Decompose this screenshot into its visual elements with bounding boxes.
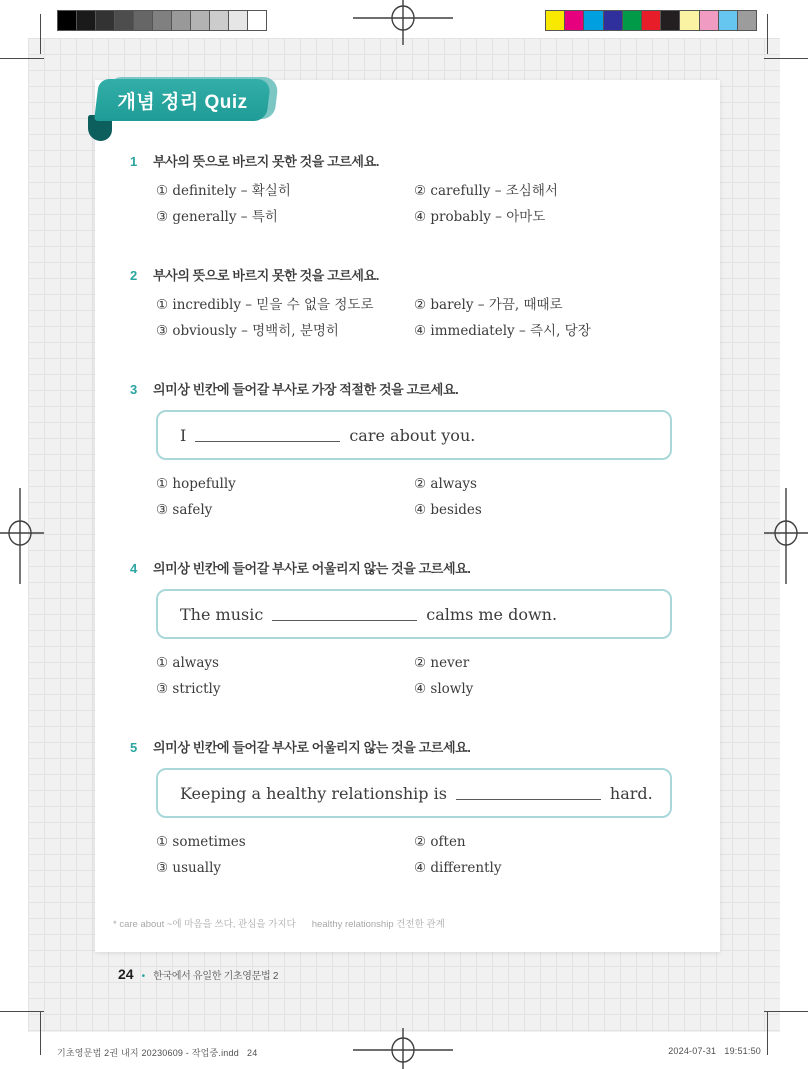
answer-option: ① hopefully — [156, 476, 236, 492]
question-prompt: 의미상 빈칸에 들어갈 부사로 가장 적절한 것을 고르세요. — [153, 382, 459, 397]
answer-option: ③ strictly — [156, 681, 221, 697]
question-header — [130, 268, 672, 284]
answer-option: ② barely – 가끔, 때때로 — [414, 297, 563, 313]
registration-mark-top — [353, 0, 453, 48]
sentence-after: calms me down. — [426, 604, 558, 624]
sentence-before: Keeping a healthy relationship is — [180, 783, 447, 803]
question-prompt: 의미상 빈칸에 들어갈 부사로 어울리지 않는 것을 고르세요. — [153, 740, 471, 755]
calibration-swatch — [604, 11, 623, 30]
question-prompt: 의미상 빈칸에 들어갈 부사로 어울리지 않는 것을 고르세요. — [153, 561, 471, 576]
registration-mark-bottom — [353, 1028, 453, 1069]
question-2 — [130, 268, 672, 340]
question-1 — [130, 154, 672, 226]
answer-option: ② never — [414, 655, 470, 671]
answer-option: ② often — [414, 834, 466, 850]
answer-option: ② always — [414, 476, 477, 492]
page-number: 24 — [118, 966, 134, 982]
calibration-swatch — [191, 11, 210, 30]
calibration-swatch — [58, 11, 77, 30]
question-header — [130, 740, 672, 756]
question-5 — [130, 740, 672, 877]
quiz-banner-title: 개념 정리 Quiz — [117, 91, 248, 113]
color-calibration-bar — [545, 10, 757, 31]
question-number: 4 — [130, 561, 138, 576]
question-list — [130, 154, 672, 877]
answer-option: ① sometimes — [156, 834, 246, 850]
answer-option: ① definitely – 확실히 — [156, 183, 291, 199]
trim-mark — [40, 1011, 41, 1055]
footnote-part-2: healthy relationship 건전한 관계 — [311, 919, 445, 930]
question-4 — [130, 561, 672, 698]
trim-mark — [40, 14, 41, 54]
answer-option: ① always — [156, 655, 219, 671]
footnote-part-1: * care about ~에 마음을 쓰다, 관심을 가지다 — [113, 919, 296, 930]
blank-line — [456, 786, 601, 801]
trim-mark — [764, 58, 808, 59]
question-prompt: 부사의 뜻으로 바르지 못한 것을 고르세요. — [153, 154, 379, 169]
calibration-swatch — [642, 11, 661, 30]
quiz-banner-ribbon — [94, 79, 271, 121]
calibration-swatch — [719, 11, 738, 30]
answer-options — [156, 833, 672, 877]
workbook-page — [95, 80, 720, 952]
blank-line — [195, 428, 340, 443]
answer-option: ③ obviously – 명백히, 분명히 — [156, 323, 339, 339]
calibration-swatch — [584, 11, 603, 30]
answer-option: ② carefully – 조심해서 — [414, 183, 558, 199]
calibration-swatch — [229, 11, 248, 30]
sentence-before: I — [180, 425, 187, 445]
calibration-swatch — [96, 11, 115, 30]
quiz-banner — [88, 81, 274, 125]
answer-option: ④ differently — [414, 860, 502, 876]
sentence-after: hard. — [609, 783, 653, 803]
question-body — [156, 182, 672, 226]
calibration-swatch — [134, 11, 153, 30]
question-number: 3 — [130, 382, 138, 397]
registration-mark-right — [760, 488, 808, 584]
question-header — [130, 382, 672, 398]
answer-option: ① incredibly – 믿을 수 없을 정도로 — [156, 297, 374, 313]
trim-mark — [0, 1011, 44, 1012]
calibration-swatch — [738, 11, 756, 30]
question-number: 5 — [130, 740, 138, 755]
vocabulary-footnote — [113, 916, 445, 930]
answer-option: ③ usually — [156, 860, 222, 876]
trim-mark — [767, 14, 768, 54]
imprint-timestamp: 2024-07-31 19:51:50 — [668, 1046, 761, 1056]
calibration-swatch — [77, 11, 96, 30]
answer-options — [156, 475, 672, 519]
calibration-swatch — [546, 11, 565, 30]
answer-option: ④ slowly — [414, 681, 474, 697]
book-title: 한국에서 유일한 기초영문법 2 — [153, 971, 279, 982]
fill-in-blank-box — [156, 410, 672, 460]
blank-line — [272, 607, 417, 622]
question-header — [130, 561, 672, 577]
fill-in-blank-box — [156, 589, 672, 639]
question-body — [156, 410, 672, 519]
fill-in-blank-box — [156, 768, 672, 818]
answer-option: ③ generally – 특히 — [156, 209, 278, 225]
calibration-swatch — [661, 11, 680, 30]
question-3 — [130, 382, 672, 519]
question-body — [156, 296, 672, 340]
imprint-filename: 기초영문법 2권 내지 20230609 - 작업중.indd 24 — [57, 1048, 258, 1058]
calibration-swatch — [623, 11, 642, 30]
registration-mark-left — [0, 488, 48, 584]
page-footer — [118, 966, 278, 982]
calibration-swatch — [565, 11, 584, 30]
answer-option: ④ immediately – 즉시, 당장 — [414, 323, 591, 339]
question-body — [156, 768, 672, 877]
question-number: 1 — [130, 154, 138, 169]
question-prompt: 부사의 뜻으로 바르지 못한 것을 고르세요. — [153, 268, 379, 283]
question-number: 2 — [130, 268, 138, 283]
answer-option: ③ safely — [156, 502, 213, 518]
question-body — [156, 589, 672, 698]
answer-options — [156, 182, 672, 226]
calibration-swatch — [680, 11, 699, 30]
grayscale-calibration-bar — [57, 10, 267, 31]
calibration-swatch — [248, 11, 266, 30]
footer-bullet-icon: • — [141, 971, 146, 982]
trim-mark — [0, 58, 44, 59]
calibration-swatch — [115, 11, 134, 30]
calibration-swatch — [172, 11, 191, 30]
trim-mark — [767, 1011, 768, 1055]
question-header — [130, 154, 672, 170]
sentence-before: The music — [180, 604, 264, 624]
sentence-after: care about you. — [349, 425, 476, 445]
calibration-swatch — [700, 11, 719, 30]
answer-options — [156, 296, 672, 340]
trim-mark — [764, 1011, 808, 1012]
answer-option: ④ probably – 아마도 — [414, 209, 546, 225]
answer-option: ④ besides — [414, 502, 482, 518]
answer-options — [156, 654, 672, 698]
calibration-swatch — [153, 11, 172, 30]
calibration-swatch — [210, 11, 229, 30]
